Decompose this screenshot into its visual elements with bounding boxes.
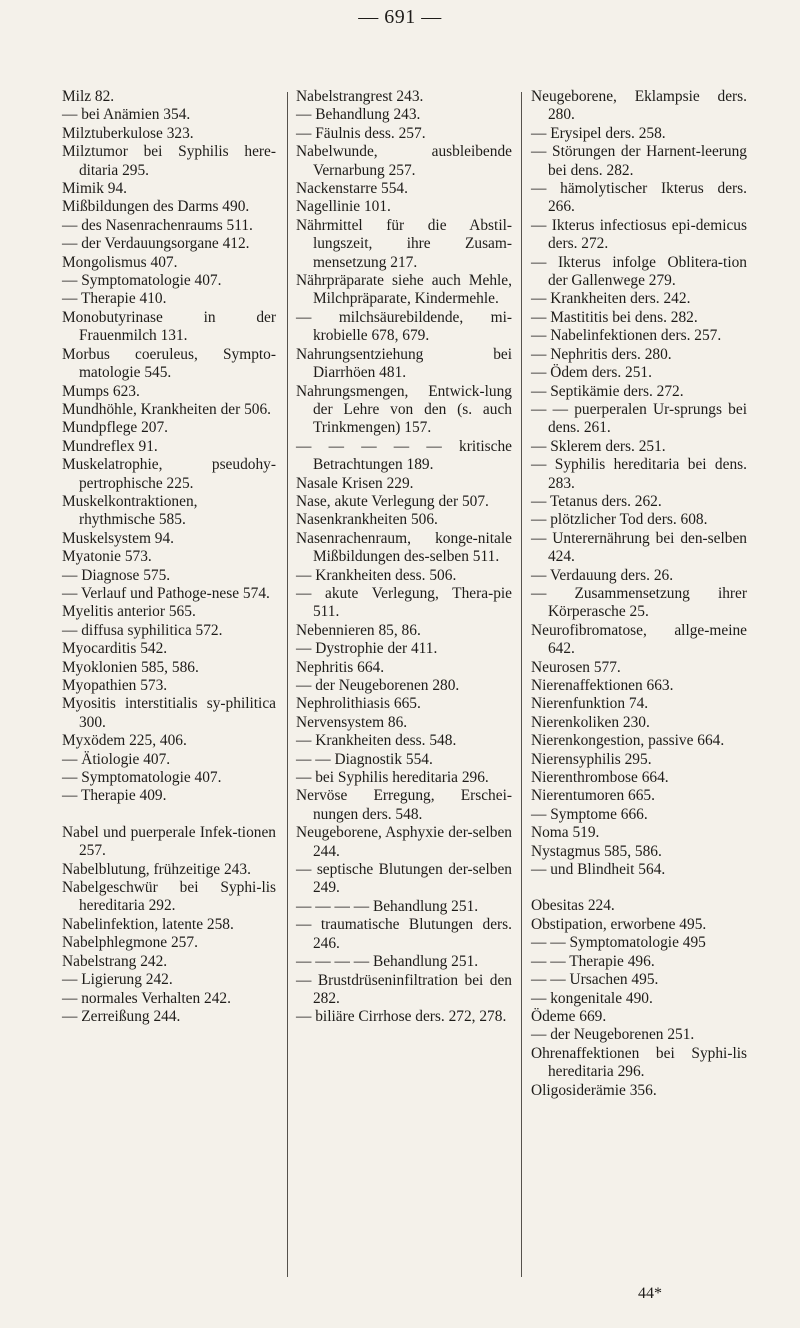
index-entry: Nährmittel für die Abstil-lungszeit, ihre Zusam-mensetzung 217. xyxy=(296,216,512,271)
index-entry: Nährpräparate siehe auch Mehle, Milchpräparate, Kindermehle. xyxy=(296,272,512,308)
index-entry: — Krankheiten dess. 506. xyxy=(296,566,457,584)
index-entry: Nierenkoliken 230. xyxy=(531,713,650,731)
index-entry: Nabelstrangrest 243. xyxy=(296,88,424,105)
index-entry: Nierensyphilis 295. xyxy=(531,750,652,768)
signature-mark: 44* xyxy=(638,1285,662,1302)
index-entry: Nabelstrang 242. xyxy=(62,952,168,970)
index-entry: — Symptomatologie 407. xyxy=(62,769,222,787)
index-entry: Ödeme 669. xyxy=(531,1007,607,1025)
index-entry: Monobutyrinase in der Frauenmilch 131. xyxy=(62,308,276,345)
index-entry: — bei Anämien 354. xyxy=(62,106,191,124)
index-entry: — Unterernährung bei den-selben 424. xyxy=(531,529,747,566)
index-entry: Muskelsystem 94. xyxy=(62,529,175,547)
index-entry: — Syphilis hereditaria bei dens. 283. xyxy=(531,456,747,492)
index-entry: Noma 519. xyxy=(531,824,600,842)
index-entry: Myatonie 573. xyxy=(62,548,152,566)
index-entry: — Verlauf und Pathoge-nese 574. xyxy=(62,584,270,602)
index-entry: — Ätiologie 407. xyxy=(62,750,171,768)
index-entry: — — puerperalen Ur-sprungs bei dens. 261. xyxy=(531,400,747,437)
index-column-left xyxy=(62,88,276,1026)
column-divider xyxy=(287,92,288,1277)
page-number: — 691 — xyxy=(358,6,442,28)
index-entry: — — — — — kritische Betrachtungen 189. xyxy=(296,437,512,474)
index-entry: Nabelphlegmone 257. xyxy=(62,934,198,952)
index-entry: — kongenitale 490. xyxy=(531,989,653,1007)
index-entry: — der Neugeborenen 251. xyxy=(531,1026,695,1044)
index-entry: — des Nasenrachenraums 511. xyxy=(62,216,253,234)
index-entry: — Therapie 410. xyxy=(62,290,167,308)
index-entry: — Zerreißung 244. xyxy=(62,1007,181,1025)
index-entry: Nierenaffektionen 663. xyxy=(531,677,674,694)
index-entry: — plötzlicher Tod ders. 608. xyxy=(531,511,708,529)
index-entry: Nase, akute Verlegung der 507. xyxy=(296,492,489,510)
index-entry: — Erysipel ders. 258. xyxy=(531,124,666,142)
index-entry: — und Blindheit 564. xyxy=(531,861,666,879)
index-entry: — bei Syphilis hereditaria 296. xyxy=(296,769,489,787)
index-entry: — normales Verhalten 242. xyxy=(62,989,231,1007)
index-entry: Nervöse Erregung, Erschei-nungen ders. 548. xyxy=(296,787,512,823)
index-entry: — septische Blutungen der-selben 249. xyxy=(296,861,512,897)
index-entry: — biliäre Cirrhose ders. 272, 278. xyxy=(296,1008,507,1026)
index-entry: Nackenstarre 554. xyxy=(296,180,408,198)
index-entry: — Zusammensetzung ihrer Körperasche 25. xyxy=(531,584,747,621)
index-entry: Myxödem 225, 406. xyxy=(62,732,187,750)
index-entry: Neurofibromatose, allge-meine 642. xyxy=(531,621,747,658)
index-entry: Nasale Krisen 229. xyxy=(296,474,414,492)
index-entry: — — Symptomatologie 495 xyxy=(531,934,706,952)
index-entry: — — — — Behandlung 251. xyxy=(296,953,479,971)
index-entry: Obstipation, erworbene 495. xyxy=(531,915,707,933)
index-entry: Neurosen 577. xyxy=(531,658,621,676)
index-entry: — traumatische Blutungen ders. 246. xyxy=(296,916,512,952)
index-entry: — Sklerem ders. 251. xyxy=(531,437,666,455)
index-entry: Mongolismus 407. xyxy=(62,253,178,271)
index-entry: Muskelatrophie, pseudohy-pertrophische 225. xyxy=(62,456,276,492)
index-entry: — — Therapie 496. xyxy=(531,952,655,970)
index-entry: — — — — Behandlung 251. xyxy=(296,897,479,915)
index-entry: Mumps 623. xyxy=(62,382,140,400)
index-entry: Nierenkongestion, passive 664. xyxy=(531,732,725,750)
index-entry: Milz 82. xyxy=(62,88,115,105)
index-entry: Mundreflex 91. xyxy=(62,437,158,455)
index-entry: — Nabelinfektionen ders. 257. xyxy=(531,327,722,345)
index-entry: Nabelgeschwür bei Syphi-lis hereditaria 292. xyxy=(62,879,276,915)
index-entry: Nebennieren 85, 86. xyxy=(296,621,421,639)
index-entry: — Ödem ders. 251. xyxy=(531,364,652,382)
index-entry: Nierenfunktion 74. xyxy=(531,695,649,713)
index-entry: — — Diagnostik 554. xyxy=(296,750,433,768)
index-entry: — Therapie 409. xyxy=(62,787,167,805)
index-entry: Mimik 94. xyxy=(62,180,127,198)
index-entry: — Verdauung ders. 26. xyxy=(531,566,674,584)
index-entry: Nasenrachenraum, konge-nitale Mißbildungen des-selben 511. xyxy=(296,529,512,566)
index-entry: Ohrenaffektionen bei Syphi-lis hereditaria 296. xyxy=(531,1044,747,1081)
index-entry: Nephrolithiasis 665. xyxy=(296,695,421,713)
index-entry: — — Ursachen 495. xyxy=(531,971,659,989)
index-entry: Nephritis 664. xyxy=(296,658,385,676)
index-entry: Milztuberkulose 323. xyxy=(62,124,194,142)
index-entry: — der Neugeborenen 280. xyxy=(296,677,460,694)
index-entry: — milchsäurebildende, mi-krobielle 678, 679. xyxy=(296,308,512,345)
index-entry: — Symptomatologie 407. xyxy=(62,272,222,290)
index-entry: Nabelblutung, frühzeitige 243. xyxy=(62,860,251,878)
index-entry: — Septikämie ders. 272. xyxy=(531,382,684,400)
index-entry: — Brustdrüseninfiltration bei den 282. xyxy=(296,971,512,1007)
index-entry: — Fäulnis dess. 257. xyxy=(296,124,426,142)
index-entry: Myocarditis 542. xyxy=(62,640,168,658)
index-entry: Myoklonien 585, 586. xyxy=(62,658,199,676)
index-entry: — Störungen der Harnent-leerung bei dens. 282. xyxy=(531,143,747,179)
index-entry: Muskelkontraktionen, rhythmische 585. xyxy=(62,492,198,529)
index-entry: — Dystrophie der 411. xyxy=(296,640,438,658)
index-entry: Obesitas 224. xyxy=(531,897,615,915)
index-entry: — der Verdauungsorgane 412. xyxy=(62,235,250,253)
index-entry: Mißbildungen des Darms 490. xyxy=(62,198,250,216)
index-entry: Nabelwunde, ausbleibende Vernarbung 257. xyxy=(296,143,512,179)
index-entry: Nahrungsmengen, Entwick-lung der Lehre von den (s. auch Trinkmengen) 157. xyxy=(296,382,512,437)
index-entry: Mundpflege 207. xyxy=(62,419,169,437)
index-entry: — Ikterus infectiosus epi-demicus ders. 272. xyxy=(531,216,747,253)
index-entry: — Diagnose 575. xyxy=(62,566,171,584)
index-column-middle xyxy=(296,88,512,1027)
index-entry: — Symptome 666. xyxy=(531,805,648,823)
index-column-right xyxy=(531,88,747,1100)
index-entry: Nagellinie 101. xyxy=(296,198,391,216)
index-entry: — Krankheiten ders. 242. xyxy=(531,290,691,308)
index-entry: — hämolytischer Ikterus ders. 266. xyxy=(531,180,747,216)
index-entry: Oligosiderämie 356. xyxy=(531,1081,657,1099)
index-entry: Neugeborene, Eklampsie ders. 280. xyxy=(531,88,747,124)
index-entry: — Tetanus ders. 262. xyxy=(531,492,662,510)
index-entry: Mundhöhle, Krankheiten der 506. xyxy=(62,400,272,418)
column-divider xyxy=(521,92,522,1277)
index-entry: — Behandlung 243. xyxy=(296,106,421,124)
index-entry: — Nephritis ders. 280. xyxy=(531,345,672,363)
index-entry: — Ligierung 242. xyxy=(62,971,173,989)
index-entry: Nierenthrombose 664. xyxy=(531,769,669,787)
index-entry: Nasenkrankheiten 506. xyxy=(296,511,438,529)
index-entry: Nervensystem 86. xyxy=(296,713,408,731)
index-entry: — Krankheiten dess. 548. xyxy=(296,732,457,750)
index-entry: Nystagmus 585, 586. xyxy=(531,842,662,860)
index-entry: — Ikterus infolge Oblitera-tion der Gallenwege 279. xyxy=(531,253,747,290)
index-entry: Nabelinfektion, latente 258. xyxy=(62,915,234,933)
index-entry: Nahrungsentziehung bei Diarrhöen 481. xyxy=(296,345,512,382)
index-entry: — akute Verlegung, Thera-pie 511. xyxy=(296,584,512,621)
index-entry: Myopathien 573. xyxy=(62,677,168,694)
index-entry: Milztumor bei Syphilis here-ditaria 295. xyxy=(62,143,276,179)
index-entry: — diffusa syphilitica 572. xyxy=(62,621,223,639)
index-entry: Morbus coeruleus, Sympto-matologie 545. xyxy=(62,345,276,382)
index-entry: Myelitis anterior 565. xyxy=(62,603,196,621)
index-entry: — Mastititis bei dens. 282. xyxy=(531,308,698,326)
index-entry: Myositis interstitialis sy-philitica 300. xyxy=(62,695,276,731)
index-entry: Nierentumoren 665. xyxy=(531,787,655,805)
index-entry: Neugeborene, Asphyxie der-selben 244. xyxy=(296,824,512,860)
index-entry: Nabel und puerperale Infek-tionen 257. xyxy=(62,823,276,860)
